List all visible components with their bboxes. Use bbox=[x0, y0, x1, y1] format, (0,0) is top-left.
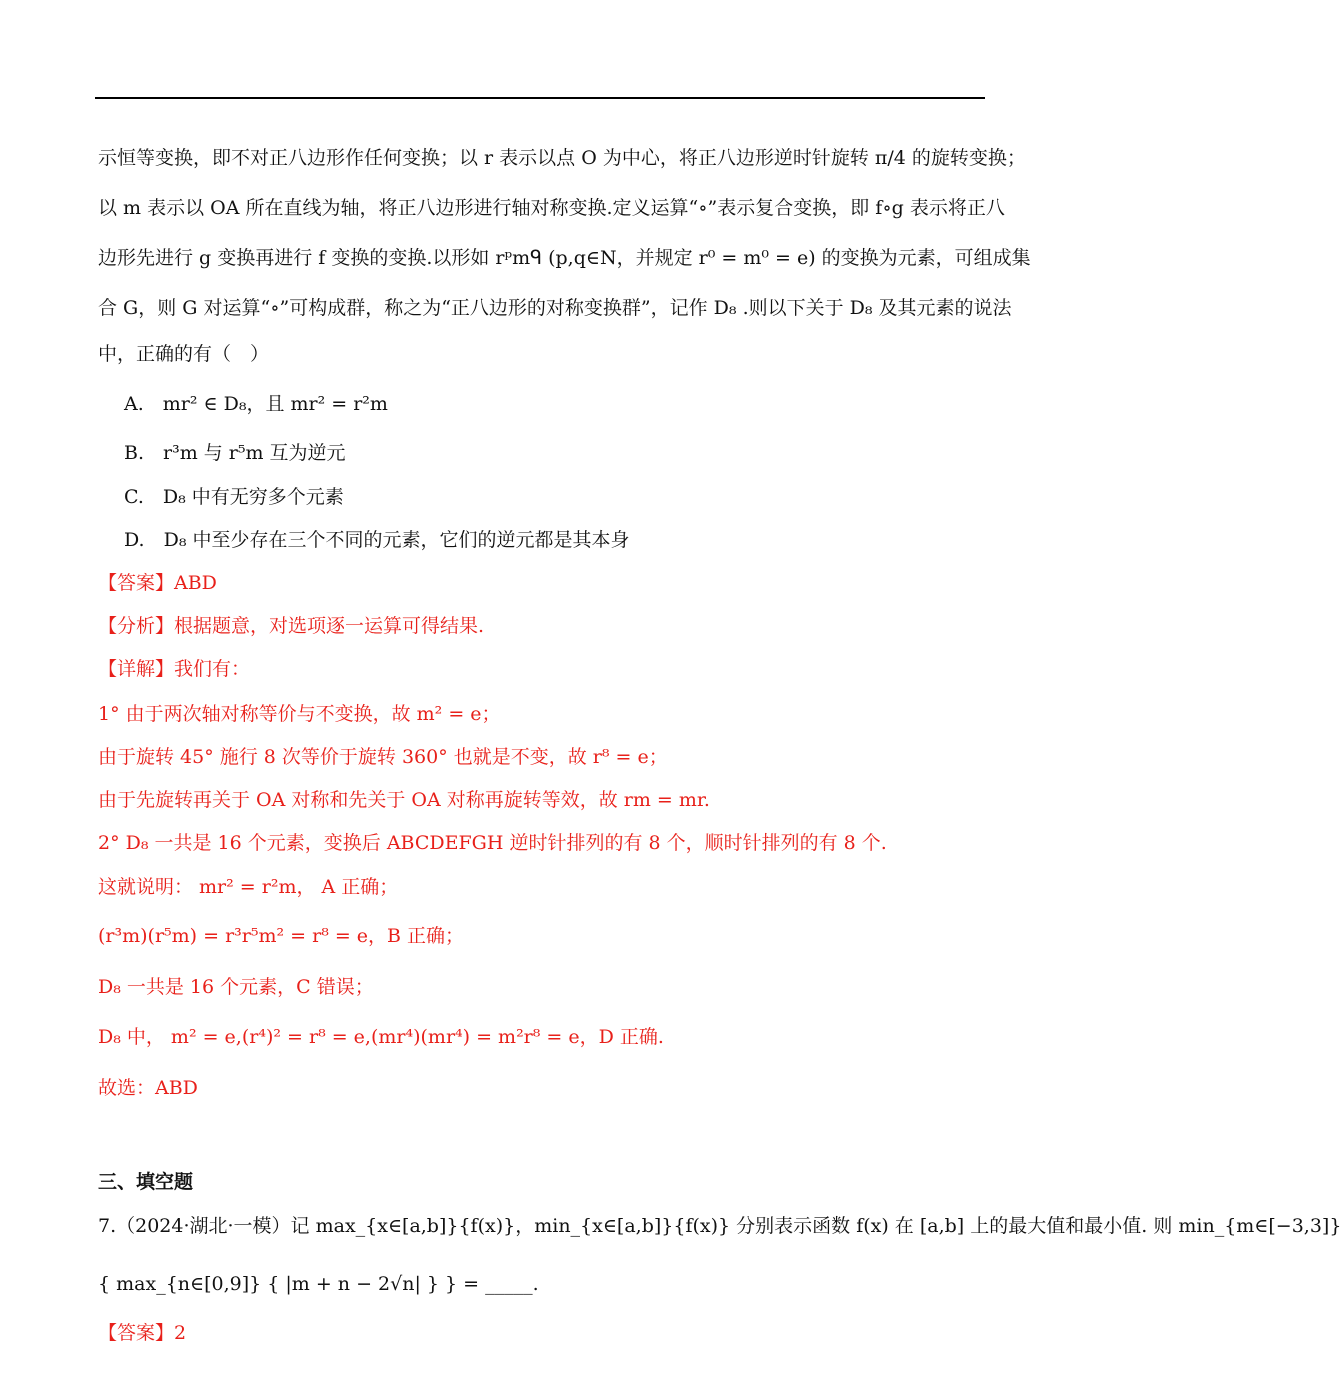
header-rule bbox=[95, 97, 985, 99]
final-choice: 故选：ABD bbox=[98, 1077, 198, 1099]
question-7-line-2: { max_{n∈[0,9]} { |m + n − 2√n| } } = _____. bbox=[98, 1273, 539, 1295]
question-7-line-1: 7.（2024·湖北·一模）记 max_{x∈[a,b]}{f(x)}，min_{x∈[a,b]}{f(x)} 分别表示函数 f(x) 在 [a,b] 上的最大值和最小值. 则 min_{m∈[−3,3]} bbox=[98, 1215, 1341, 1237]
problem-text-line-4: 合 G，则 G 对运算“∘”可构成群，称之为“正八边形的对称变换群”，记作 D₈ .则以下关于 D₈ 及其元素的说法 bbox=[98, 297, 1012, 319]
analysis-text: 【分析】根据题意，对选项逐一运算可得结果. bbox=[98, 615, 485, 637]
detail-line-2: 由于旋转 45° 施行 8 次等价于旋转 360° 也就是不变，故 r⁸ = e； bbox=[98, 746, 668, 768]
option-a: A. mr² ∈ D₈，且 mr² = r²m bbox=[124, 393, 388, 415]
problem-text-line-1: 示恒等变换，即不对正八边形作任何变换；以 r 表示以点 O 为中心，将正八边形逆时针旋转 π/4 的旋转变换； bbox=[98, 147, 1026, 169]
section-title: 三、填空题 bbox=[98, 1171, 194, 1193]
answer-label: 【答案】ABD bbox=[98, 572, 217, 594]
option-d: D. D₈ 中至少存在三个不同的元素，它们的逆元都是其本身 bbox=[124, 529, 630, 551]
problem-text-line-3: 边形先进行 g 变换再进行 f 变换的变换.以形如 rᵖmᑫ (p,q∈N，并规定 r⁰ = m⁰ = e) 的变换为元素，可组成集 bbox=[98, 247, 1031, 269]
detail-line-5: 这就说明： mr² = r²m， A 正确； bbox=[98, 876, 399, 898]
detail-line-8: D₈ 中， m² = e,(r⁴)² = r⁸ = e,(mr⁴)(mr⁴) = m²r⁸ = e，D 正确. bbox=[98, 1026, 664, 1048]
detail-line-1: 1° 由于两次轴对称等价与不变换，故 m² = e； bbox=[98, 703, 501, 725]
detail-line-7: D₈ 一共是 16 个元素，C 错误； bbox=[98, 976, 374, 998]
detail-line-6: (r³m)(r⁵m) = r³r⁵m² = r⁸ = e，B 正确； bbox=[98, 925, 465, 947]
problem-text-line-5: 中，正确的有（ ） bbox=[98, 343, 270, 365]
problem-text-line-2: 以 m 表示以 OA 所在直线为轴，将正八边形进行轴对称变换.定义运算“∘”表示复合变换，即 f∘g 表示将正八 bbox=[98, 197, 1005, 219]
question-7-answer: 【答案】2 bbox=[98, 1322, 187, 1344]
detail-line-4: 2° D₈ 一共是 16 个元素，变换后 ABCDEFGH 逆时针排列的有 8 个，顺时针排列的有 8 个. bbox=[98, 832, 887, 854]
detail-line-3: 由于先旋转再关于 OA 对称和先关于 OA 对称再旋转等效，故 rm = mr. bbox=[98, 789, 710, 811]
option-c: C. D₈ 中有无穷多个元素 bbox=[124, 486, 344, 508]
detail-heading: 【详解】我们有： bbox=[98, 658, 251, 680]
option-b: B. r³m 与 r⁵m 互为逆元 bbox=[124, 442, 346, 464]
